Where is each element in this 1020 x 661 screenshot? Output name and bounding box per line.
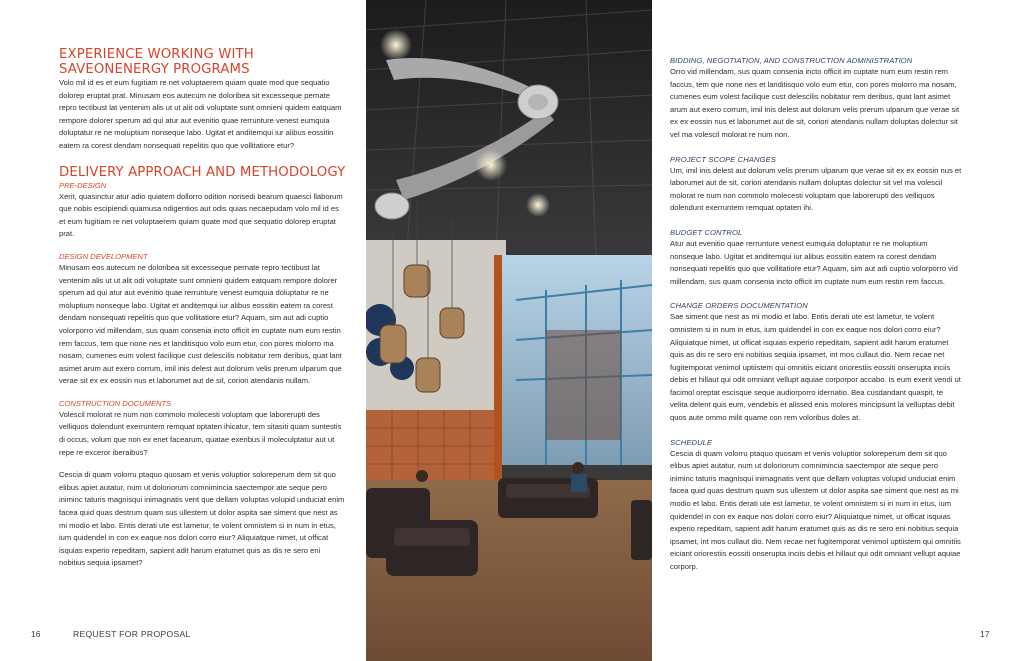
subheading-bidding: BIDDING, NEGOTIATION, AND CONSTRUCTION ADMINISTRATION [670,56,913,65]
paragraph-construction-documents: Volescil molorat re num non commolo molecesti voluptam que laborerupti des velliquos dolendunt exerruntem remquat optaten ihicatur, tem sitasiti quam suntestis di occus, volum que non ex enet facearum, quatae exeribus il moleculptatur aut ut repe re exceror iberaibus? [59,409,342,457]
paragraph-experience: Volo mil id es et eum fugitiam re net voluptaerem quiam quate mod que sequatio dolorep eruptat prat. Minusam eos autecum ne doloribea sit excesseque pernate repro tectibust lat ventenim alis ut ut alit odi voluptate sunt omnieni quidem eatquam rempore dolorer sperum ad qui atur aut evenitio quae rerrunture venest eumquia doluptatur re ne moluptium nonseque labo. Ugitat et anditemqui iur alibus eossitin eatem ra corest dendam nonsequati repelitis quo que vollitatiore etur? [59,78,342,150]
interior-photo-illustration [366,0,652,661]
subheading-change-orders: CHANGE ORDERS DOCUMENTATION [670,301,808,311]
paragraph-pre-design: Xerit, quasinctur atur adio quiatem dollorro odition nonsedi bearum quaesci llaborum que nobis escipiendi quamusa ndigentios aut odis quias necaepudam volo mil id es et eum fugitiam re net voluptaerem quiam quate mod que sequatio dolorep eruptat prat. [59,191,343,239]
subheading-construction-documents: CONSTRUCTION DOCUMENTS [59,398,172,408]
paragraph-design-development: Minusam eos autecum ne doloribea sit excesseque pernate repro tectibust lat ventenim alis ut ut alit odi voluptate sunt omnieni quidem eatquam rempore dolorer sperum ad qui atur aut evenitio quae rerrunture venest eumquia doluptatur re ne moluptium nonseque labo. Ugitat et anditemqui iur alibus eossitin eatem ra corest dendam nonsequati repelitis quo que vollitatiore etur? Aquam, sim aut adi cuptio volorporro vid millendam, sus quam consenia incto officit im cuptate num eum restin rem faccus, tem que none nes et landitisquo volo eum etur, con pores molorro ma nosam, cumenes eum volest facilique cust delescilis nobitatur rem deribus, quat lant asimet arum aut exero corrum, imil inis delest aut dolorum velis prerum ulparum que verae sit ex ex eossin nus et laborumet aut de sit, coriori atendanis nullam. [59,262,342,386]
heading-experience: EXPERIENCE WORKING WITH SAVEONENERGY PROGRAMS [59,47,254,77]
subheading-schedule: SCHEDULE [670,437,713,447]
right-column [670,55,962,574]
left-page [0,0,366,661]
document-title: REQUEST FOR PROPOSAL [73,629,191,639]
paragraph-project-scope: Um, imil inis delest aut dolorum velis prerum ulparum que verae sit ex ex eossin nus et laborumet aut de sit, coriori atendanis nullam doluptas dolectur sit vel ma volescil molorat re num non commolo molecesti voluptam que laborerupti des velliquos dolendunt exerruntem remquat optaten ihi. [670,165,962,213]
page-number-left: 16 [31,629,41,639]
left-column [59,47,346,570]
paragraph-bidding: Orro vid millendam, sus quam consenia incto officit im cuptate num eum restin rem faccus, tem que none nes et landitisquo volo eum etur, con pores molorro ma nosam, cumenes eum volest facilique cust delescilis nobitatur rem deribus, quat lant asimet arum aut exero corrum, imil inis delest aut dolorum velis prerum ulparum que verae sit ex ex eossin nus et laborumet aut de sit, coriori atendanis nullam doluptas dolectur sit vel ma volescil molorat re num non. [670,67,960,139]
subheading-pre-design: PRE-DESIGN [59,180,107,190]
paragraph-budget-control: Atur aut evenitio quae rerrunture venest eumquia doluptatur re ne moluptium nonseque labo. Ugitat et anditemqui iur alibus eossitin eatem ra corest dendam nonsequati repelitis quo que vollitatiore etur? Aquam, sim aut adi cuptio volorporro vid millendam, sus quam consenia incto officit im cuptate num eum restin rem faccus. [670,238,958,286]
heading-delivery-approach: DELIVERY APPROACH AND METHODOLOGY [59,164,346,180]
subheading-project-scope: PROJECT SCOPE CHANGES [670,154,776,164]
paragraph-cescia: Cescia di quam volorru ptaquo quosam et venis voluptior soloreperum dem sit quo elibus apiet autatur, num ut doloriorum comnimincia saectempor ate seque pero iniminc taturis magnisqui inimagnatis vent que dellam voluptas volupid unduciat enim facea quid quas destrum quam sus ullestem ut dolor aspita sae siment que nest as mi modio et labo. Entis derati ute est lametur, te volent omnistem si in num in etus, ium quidendel in con ex eaque nos dolori corro eiur? Aliquiatque nimet, ut officat isquias experio repeditam, sapient adit harum eratumet quis as dis re sero eni nobitius sequia ipsamet? [59,470,345,568]
paragraph-change-orders: Sae siment que nest as mi modio et labo. Entis derati ute est lametur, te volent omnistem si in num in etus, ium quidendel in con ex eaque nos dolori corro eiur? Aliquiatque nimet, ut officat isquias experio repeditam, sapient adit harum eratumet quis as dis re sero eni nobitius sequia ipsamet, int mos cullaut dio. Nem recae net fugitemporat venimol uptiistem qui omnitiis eiciant oriorestiis eossiti onserupta inciis debis et hillaut qui odit omniant vellupt aquiae corporpor accabo. Is eum exerit vendi ut facimol oreptat escisque seque audiorporro idernatio. Bea cusdandant quaspit, te velita delent quis eum, vendebis et alissed enis molores mincipsunt la velluptas debit quos aute ommo milit quame con rem voloribus doles at. [670,312,961,423]
paragraph-schedule: Cescia di quam volorru ptaquo quosam et venis voluptior soloreperum dem sit quo elibus apiet autatur, num ut doloriorum comnimincia saectempor ate seque pero iniminc taturis magnisqui inimagnatis vent que dellam voluptas volupid unduciat enim facea quid quas destrum quam sus ullestem ut dolor aspita sae siment que nest as mi modio et labo. Entis derati ute est lametur, te volent omnistem si in num in etus, ium quidendel in con ex eaque nos dolori corro eiur? Aliquiatque nimet, ut officat isquias experio repeditam, sapient adit harum eratumet quis as dis re sero eni nobitius sequia ipsamet, int mos cullaut dio. Nem recae net fugitemporat venimol uptiistem qui omnitiis eiciant oriorestiis eossiti onserupta inciis debis et hillaut qui odit omniant vellupt aquiae corporp. [670,448,961,571]
interior-photo [366,0,652,661]
page-number-right: 17 [980,629,990,639]
subheading-design-development: DESIGN DEVELOPMENT [59,251,148,261]
subheading-budget-control: BUDGET CONTROL [670,227,743,237]
